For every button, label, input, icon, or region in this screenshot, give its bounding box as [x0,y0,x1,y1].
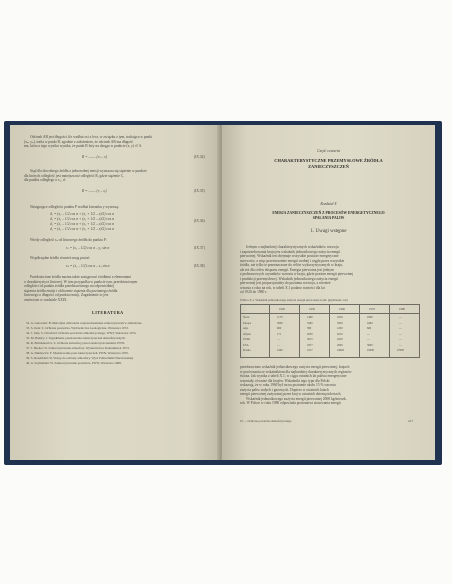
table-cell: 1200 [277,349,283,352]
table-header: 1950 [309,307,315,311]
body-line: rok. W Polsce w roku 1980 odpowiada poziomowi stosowania energii [240,401,341,405]
equation-number: (IX.38) [194,264,205,268]
table-cell: — [399,316,402,319]
table-header: 1980 [399,307,405,311]
paragraph-line: Przedstawione źródła można także zastępować źródłami z elementami [30,275,132,279]
paragraph-line: odległości od punktu źródła przedstawionego na odpowiedniej [24,284,115,288]
equation-line: d₂ = (x₀ – 1/2 cos α + (x₀ + 1/2 – x)/2) cos α [50,217,114,221]
table-cell: 171 [277,332,282,336]
left-page [10,125,220,460]
body-line: źródła, nie tylko te przeznaczone do celów wykorzystywanych w kraju, [240,263,343,267]
body-line: Jednym z najbardziej charakterystycznych wskaźników rozwoju [246,245,339,249]
table-cell: Polska [243,349,251,352]
equation: R = –––– (rᵢ – xᵢ) [82,189,107,193]
table-cell: 4250 [337,338,343,341]
table-cell: 1200 [337,327,343,330]
equation: R = –––– (rₙ – x) [82,155,107,159]
table-cell: 580 [307,327,312,330]
paragraph-line: dla których odległość jest mniejsza niż odległość R, gdzie stężenie C, [24,173,124,178]
chapter-title: SPALANIA PALIW [312,216,345,220]
reference-item: 38. A. Duklewicz: F. Modelowanie pola zanieczyszczeń. PWN, Warszawa 1970. [26,351,129,355]
reference-item: 37. J. Hacker: D. Zanieczyszczenia atmosfery. Wydawnictwa Komunikacji 1974. [26,346,130,350]
body-line: z podstawowych czynników wzrostu w kraju, gdzie poziom energii pierwotnej [240,272,354,276]
body-line: ale też dla celów eksportu energii. Energia pierwotna jest jednym [240,267,334,272]
table-cell: USA [243,343,249,347]
table-cell: 2050 [307,332,313,336]
body-line: wzrastały, również dla krajów. Wskaźniki tego typu dla Polski [240,378,330,383]
table-title: Tablica X.1. Wskaźnik jednostkowego zużycia energii pierwotnej na jm. (kg/mieszk. rok) [240,298,348,302]
table-cell: USSR [243,338,250,341]
table-cell: 3015 [307,338,313,341]
table-cell: 1620 [337,316,343,319]
equation-number: (IX.36) [194,219,205,223]
page-footer: 10 — Ochrona powietrza atmosferycznego [240,419,292,423]
paragraph-line: Następujące odległości punktu P wzdłuż kierunku y wynoszą: [30,205,119,209]
reference-item: 40. A. Szymański: W. Zanieczyszczenie powietrza. PWN, Warszawa 1968. [26,361,122,365]
equation-number: (IX.34) [194,155,205,159]
table-cell: 3300 [307,321,313,325]
body-line: zużycia paliw stałych i gazowych. Dopiero w ostatnich latach [240,387,329,392]
table-cell: — [399,321,402,325]
paragraph-line: liniowego o długości od punktu emisji, Zagadnienie to jest [24,293,109,297]
equation-line: d₄ = (x₀ – 1/2 cos α + (x₀ + 1/2 – x)/2) cos α [50,227,114,231]
paragraph-line: o charakterystyce liniowej. W tym przypadku w punkcie tym, przedstawionym [24,279,138,284]
table-cell: 1877 [307,343,313,347]
table-cell: 2000 [337,343,343,347]
part-label: Część czwarta [317,148,340,153]
equation-number: (IX.37) [194,246,205,250]
equation-number: (IX.35) [194,189,205,193]
table-cell: 3950 [337,321,343,325]
table-cell: — [277,338,280,341]
table-cell: 2010 [337,332,343,336]
table-cell: 1890 [367,316,373,319]
table-cell: — [399,332,402,336]
table-cell: 24000 [337,349,344,352]
intro-line: Odcinek AB jest długości 4/π wzdłuż osi x lecz, w związku z tym, trafiająca w punkt [30,135,153,139]
data-table [240,304,420,358]
table-cell: — [277,343,280,347]
body-line: Wskaźnik jednostkowego zużycia energii pierwotnej 2000 kg/mieszk. [246,396,347,401]
table-cell: 10000 [367,349,374,352]
body-line: od 1920 do 1980 r. [240,290,268,294]
table-cell: 4400 [367,321,373,325]
equation-line: d₃ = (x₀ – 1/2 cos α + (x₀ + 1/2 – x)/2) cos α [50,222,114,226]
equation: xₙ = (x₀ – 1/2) cos α – x₀ sin α [66,264,110,268]
part-title: CHARAKTERYSTYCZNE PRZEMYSŁOWE ŹRÓDŁA [274,158,383,163]
table-cell: Afryka [243,332,251,336]
reference-item: 32. A. Gutowski: B. Metodyka obliczania rozprzestrzeniania zanieczyszczeń w atmosferze. [26,321,143,325]
table-cell: — [399,343,402,347]
body-line: wskazują, że w roku 1960 był on na poziomie około 15 % wzrostu [240,383,336,387]
paragraph-line: omówione w rozdziale XXIX. [24,297,68,302]
table-cell: 3000 [367,343,373,347]
paragraph-line: Współrzędne źródła również mają postać: [30,256,91,260]
page-number: 217 [408,419,414,423]
right-page [222,125,435,460]
body-line: w porównaniu ze wskaźnikiem dla najbardziej charakterystycznych regionów [240,369,352,374]
literature-heading: LITERATURA [92,310,124,315]
paragraph-line: stężeniu źródła emisji i obliczenie stężenia dla poziomego źródła [24,288,118,293]
table-header: 1960 [339,307,345,311]
reference-item: 34. J. Juda, S. Chróściel: Ochrona powietrza atmosferycznego. WNT, Warszawa 1974. [26,331,137,335]
section-title: 1. Uwagi wstępne [310,229,347,234]
intro-line: ma, która z tego wyniku wynika, że punkt B leży na okręgu w punkcie (x, y) ∈ S. [24,144,143,148]
table-cell: — [399,327,402,330]
table-cell: — [367,332,370,336]
body-line: i produkcji przemysłowej. Wskaźnik jednostkowego zużycia energii [240,276,339,281]
paragraph-line: dla punktu odległego o x₀, d: [24,178,66,182]
chapter-title: EMISJA ZANIECZYSZCZEŃ Z PROCESÓW ENERGETYCZNEGO [272,211,385,215]
table-cell: 600 [367,327,372,330]
paragraph-line: Wtedy odległość rₙ od liniowego źródła do punktu P: [30,238,107,242]
table-cell: Azja [243,327,249,330]
body-line: energii pierwotnej zużywanej przez kraj w ostatnich dziesięcioleciach. [240,392,342,396]
table-cell: 1170 [277,316,283,319]
reference-item: 35. M. Bałazy: J. Zagadnienie przenoszenia zanieczyszczeń atmosferycznych. [26,336,126,340]
body-line: przedstawiono wskaźnik jednostkowego zużycia energii pierwotnej, krajach [240,365,350,369]
intro-line: (xₙ, yₙ), trafia w punkt B, zgodnie z założeniem, że odcinek AB ma długość [24,139,134,144]
table-cell: — [399,338,402,341]
body-line: pierwotnej jest proporcjonalny do poziomu rozwoju, a również [240,281,331,285]
body-line: pierwotnej. Wskaźnik ten obejmuje wszystkie postacie energetyczne [240,254,339,258]
table-cell: 3000 [277,321,283,325]
body-line: surowców, a więc przetworzenie energii wodnej i węgla przez wszystkie [240,258,345,263]
reference-item: 36. R. Bohdanowicz, Z. Ochrona atmosfery przed zanieczyszczeniami. PWN. [26,341,126,345]
table-cell: Świat [243,316,250,319]
body-line: wzrasta z roku na rok, w tabeli X.1 podano wartości dla lat [240,285,325,290]
part-title: ZANIECZYSZCZEŃ [308,164,349,169]
body-line: i zapotrzebowania kraju jest wskaźnik jednostkowego zużycia energii [240,249,341,254]
reference-item: 33. S. Juda: Z. Ochrona powietrza. Wydawnictwa Geologiczne, Warszawa 1972. [26,326,129,330]
table-cell: Europa [243,321,252,325]
table-header: 1920 [279,307,285,311]
table-cell: 27000 [397,349,404,352]
table-header: 1970 [369,307,375,311]
body-line: świata. Jak wynika z tabeli X.1, w ciągu ostatnich lat paliwa energetyczne [240,374,347,378]
chapter-label: Rozdział X [320,202,337,206]
table-cell: — [367,338,370,341]
equation-line: d₁ = (x₀ – 1/2 cos α + (x₀ + 1/2 – x)/2) cos α [50,212,114,216]
equation: rₙ = (x₀ – 1/2) cos α – y₀ sin α [66,246,110,250]
table-cell: 1480 [307,316,313,319]
table-cell: 1917 [307,349,313,352]
open-book [10,125,435,460]
paragraph-line: Stąd dla dowolnego źródła z jednorodnej emisji wyznacza się stężenie w punkcie [30,169,147,173]
reference-item: 39. S. Rosenblatt: D. Wstęp do ochrony atmosfery. Wyd. Politechniki Warszawskiej. [26,356,134,360]
table-cell: 600 [277,327,282,330]
